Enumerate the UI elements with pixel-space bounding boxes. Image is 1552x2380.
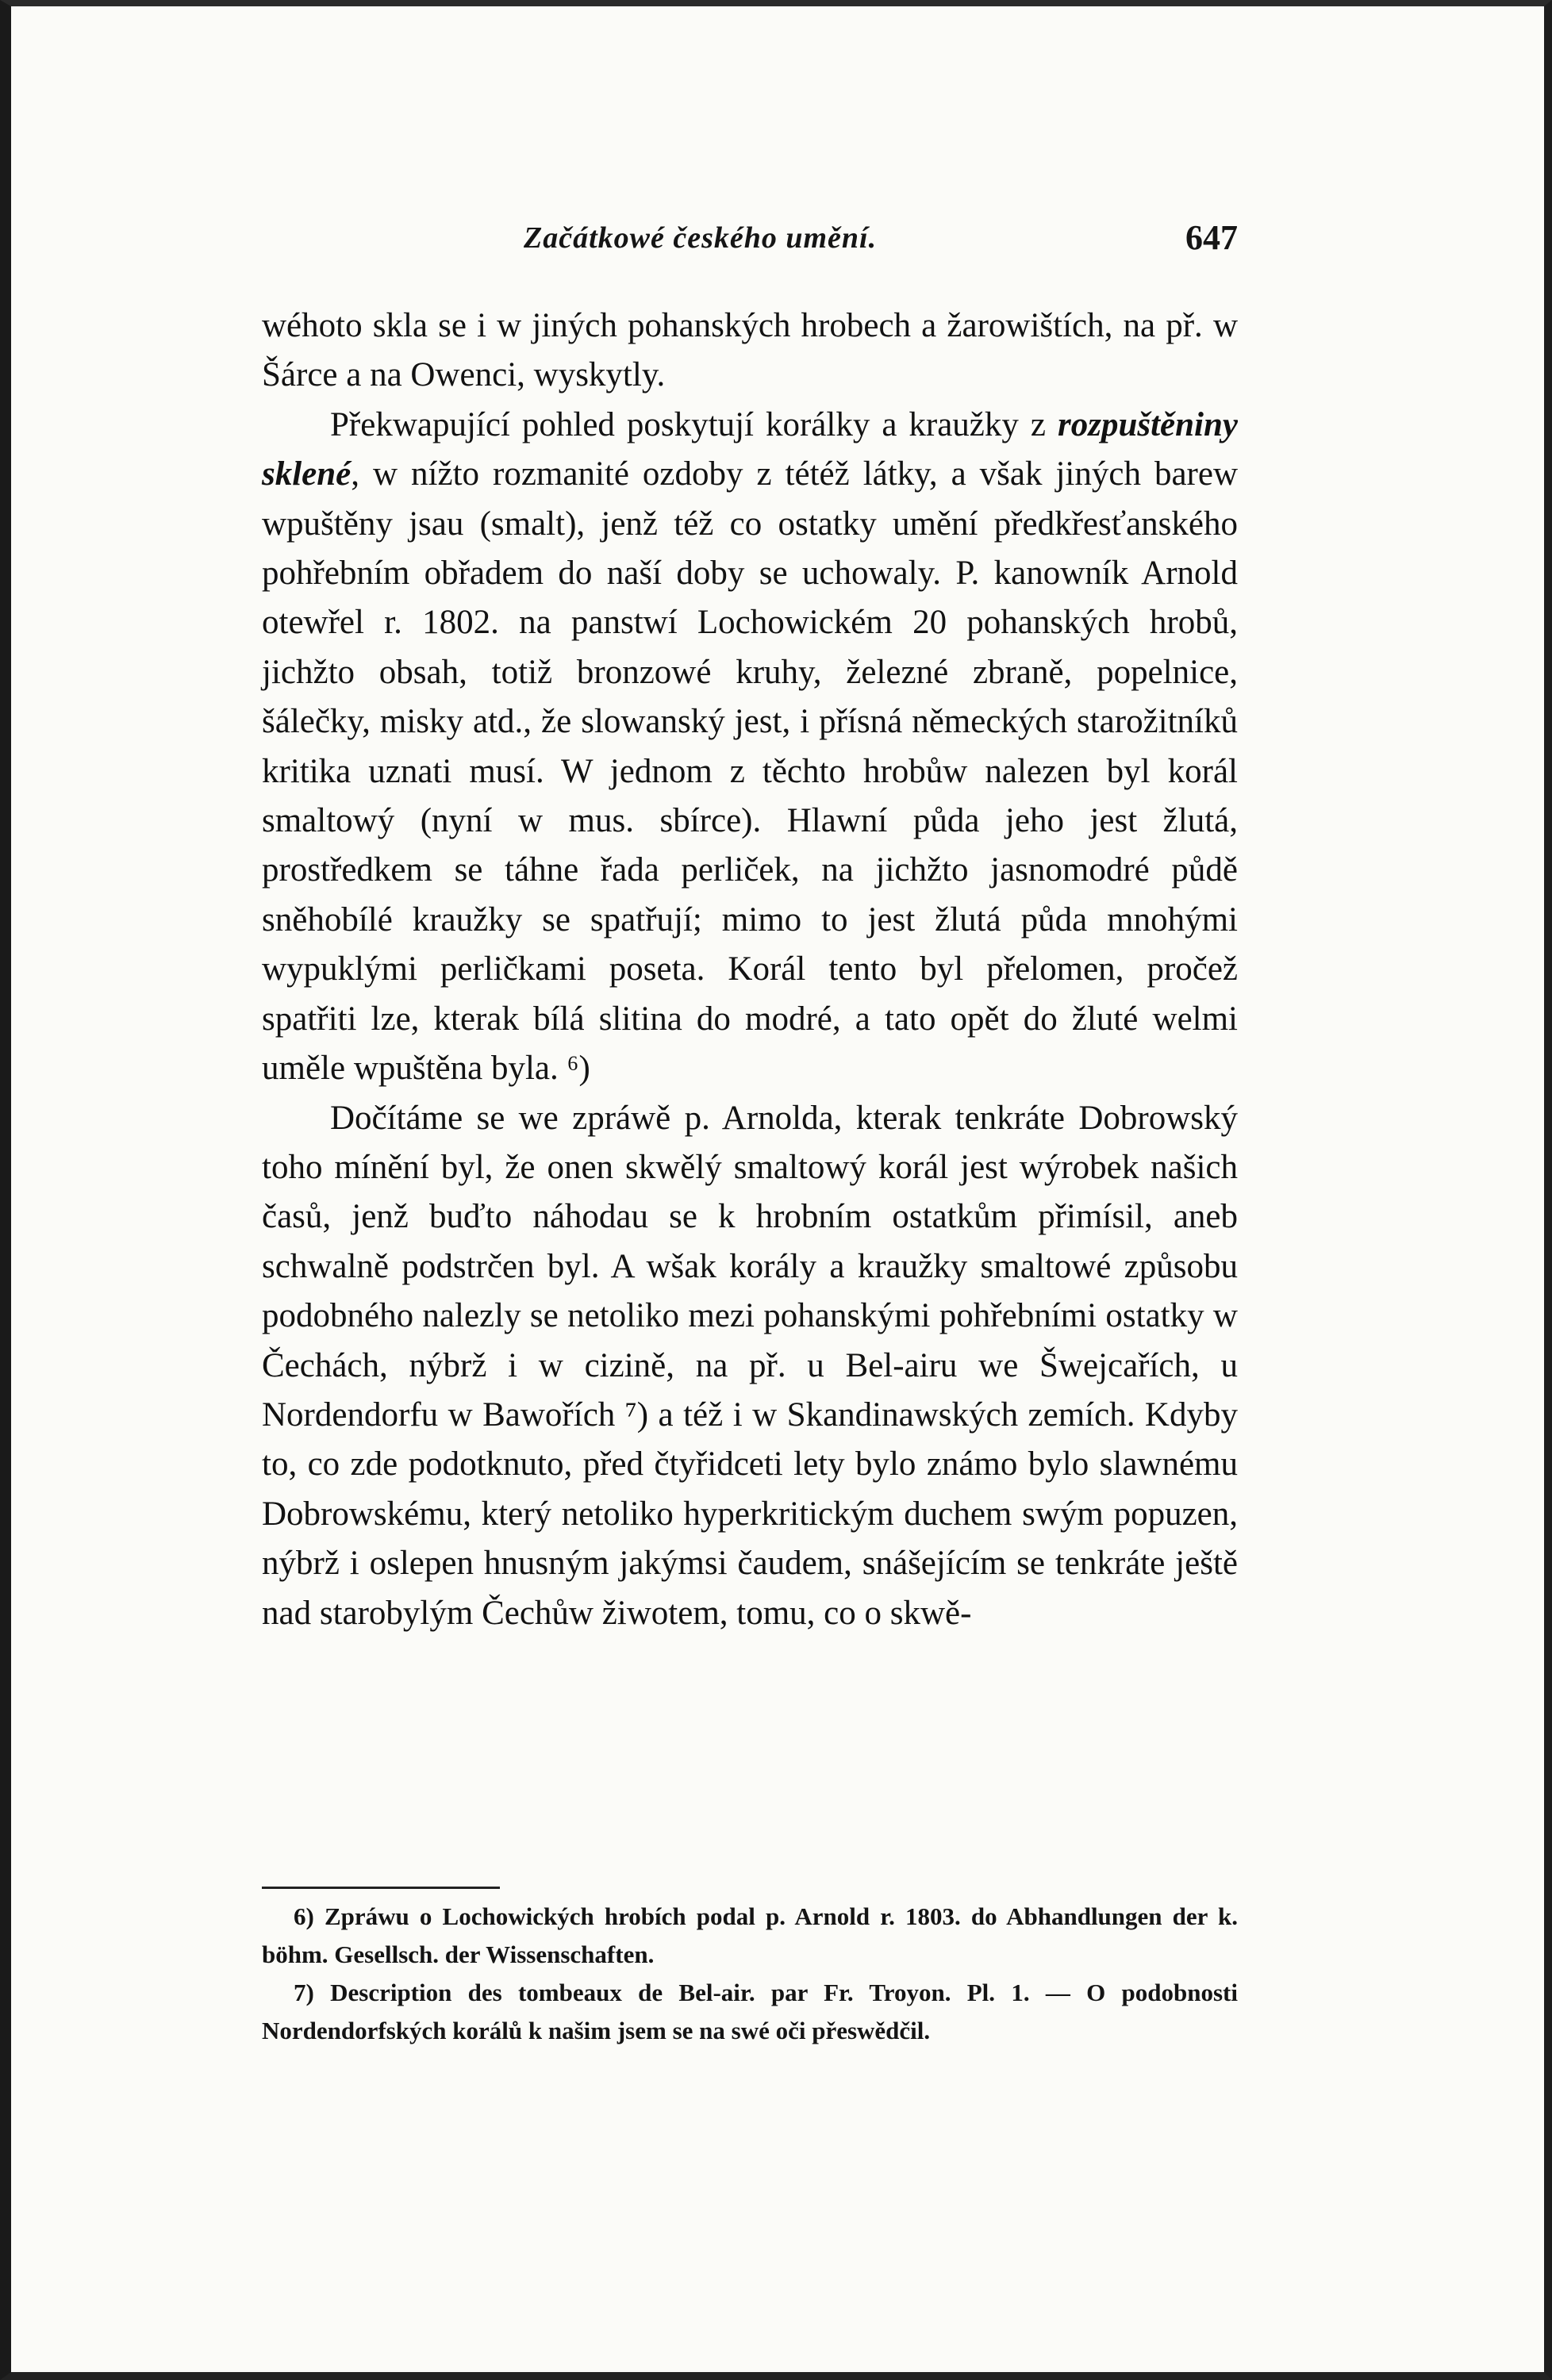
page-number: 647 (1185, 218, 1238, 257)
emphasized-phrase: rozpuštěniny sklené (262, 405, 1238, 493)
running-header (262, 218, 1238, 268)
paragraph-text-start: Překwapující pohled poskytují korálky a kraužky z (330, 405, 1058, 443)
footnote-6: 6) Zpráwu o Lochowických hrobích podal p. Arnold r. 1803. do Abhandlungen der k. böhm. Gesellsch. der Wissenschaften. (262, 1902, 1238, 1968)
footnote-7: 7) Description des tombeaux de Bel-air. par Fr. Troyon. Pl. 1. — O podobnosti Nordendorfských korálů k našim jsem se na swé oči přeswědčil. (262, 1979, 1238, 2044)
paragraph-continuation: wéhoto skla se i w jiných pohanských hrobech a žarowištích, na př. w Šárce a na Owenci, wyskytly. (262, 307, 1238, 394)
running-title: Začátkowé českého umění. (524, 221, 878, 255)
main-text (262, 301, 1238, 1638)
footnote-rule (262, 1887, 500, 1889)
footnotes (262, 1898, 1238, 2050)
paragraph-enamel-beads (262, 401, 1238, 1094)
paragraph-text-end: , w nížto rozmanité ozdoby z tétéž látky, a však jiných barew wpuštěny jsau (smalt), jenž též co ostatky umění předkřesťanského pohřebním obřadem do naší doby se uchowaly. P. kanowník Arnold otewřel r. 1802. na panstwí Lochowickém 20 pohanských hrobů, jichžto obsah, totiž bronzowé kruhy, železné zbraně, popelnice, šálečky, misky atd., že slowanský jest, i přísná německých starožitníků kritika uznati musí. W jednom z těchto hrobůw nalezen byl korál smaltowý (nyní w mus. sbírce). Hlawní půda jeho jest žlutá, prostředkem se táhne řada perliček, na jichžto jasnomodré půdě sněhobílé kraužky se spatřují; mimo to jest žlutá půda mnohými wypuklými perličkami poseta. Korál tento byl přelomen, pročež spatřiti lze, kterak bílá slitina do modré, a tato opět do žluté welmi uměle wpuštěna byla. ⁶) (262, 455, 1238, 1088)
paragraph-dobrowsky: Dočítáme se we zpráwě p. Arnolda, kterak tenkráte Dobrowský toho mínění byl, že onen skwělý smaltowý korál jest wýrobek našich časů, jenž buďto náhodau se k hrobním ostatkům přimísil, aneb schwalně podstrčen byl. A wšak korály a kraužky smaltowé způsobu podobného nalezly se netoliko mezi pohanskými pohřebními ostatky w Čechách, nýbrž i w cizině, na př. u Bel-airu we Šwejcařích, u Nordendorfu w Bawořích ⁷) a též i w Skandinawských zemích. Kdyby to, co zde podotknuto, před čtyřidceti lety bylo známo bylo slawnému Dobrowskému, který netoliko hyperkritickým duchem swým popuzen, nýbrž i oslepen hnusným jakýmsi čaudem, snášejícím se tenkráte ještě nad starobylým Čechůw žiwotem, tomu, co o skwě- (262, 1099, 1238, 1632)
